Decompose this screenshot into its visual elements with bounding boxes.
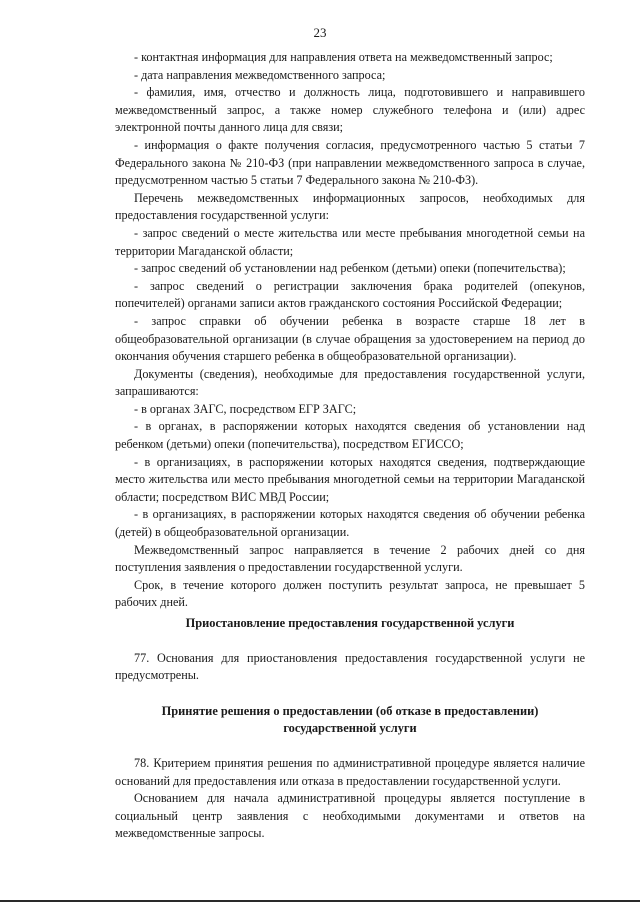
- paragraph-request-education: - запрос справки об обучении ребенка в возрасте старше 18 лет в общеобразовательной организации (в случае обращения за удостоверением на период до окончания обучения старшего ребенка в общеобразовательной организации).: [115, 313, 585, 364]
- paragraph-consent-info: - информация о факте получения согласия, предусмотренного частью 5 статьи 7 Федерального закона № 210-ФЗ (при направлении межведомственного запроса в случае, предусмотренном частью 5 статьи 7 Федерального закона № 210-ФЗ).: [115, 137, 585, 188]
- bottom-scan-edge: [0, 900, 640, 902]
- paragraph-source-mvd: - в организациях, в распоряжении которых находятся сведения, подтверждающие место жительства или место пребывания многодетной семьи на территории Магаданской области; посредством ВИС МВД России;: [115, 454, 585, 504]
- paragraph-source-egisso: - в органах, в распоряжении которых находятся сведения об установлении над ребенком (детьми) опеки (попечительства), посредством ЕГИССО;: [115, 419, 585, 452]
- paragraph-response-deadline: Срок, в течение которого должен поступить результат запроса, не превышает 5 рабочих дней.: [115, 577, 585, 610]
- paragraph-request-date: - дата направления межведомственного запроса;: [134, 67, 386, 82]
- document-body: [115, 49, 585, 843]
- paragraph-source-zags: - в органах ЗАГС, посредством ЕГР ЗАГС;: [134, 401, 357, 416]
- paragraph-contact-info: - контактная информация для направления ответа на межведомственный запрос;: [134, 50, 553, 64]
- paragraph-request-guardianship: - запрос сведений об установлении над ребенком (детьми) опеки (попечительства);: [134, 261, 566, 276]
- paragraph-77: 77. Основания для приостановления предоставления государственной услуги не предусмотрены.: [115, 650, 585, 683]
- paragraph-source-school: - в организациях, в распоряжении которых находятся сведения об обучении ребенка (детей) в общеобразовательной организации.: [115, 507, 585, 540]
- paragraph-documents-intro: Документы (сведения), необходимые для предоставления государственной услуги, запрашиваются:: [115, 366, 585, 399]
- heading-decision-line2: государственной услуги: [283, 721, 417, 736]
- heading-decision: [115, 703, 585, 738]
- paragraph-78: 78. Критерием принятия решения по административной процедуре является наличие оснований для предоставления или отказа в предоставлении государственной услуги.: [115, 755, 585, 788]
- paragraph-78-basis: Основанием для начала административной процедуры является поступление в социальный центр заявления с необходимыми документами и ответов на межведомственные запросы.: [115, 791, 585, 841]
- paragraph-requests-list-intro: Перечень межведомственных информационных запросов, необходимых для предоставления государственной услуги:: [115, 190, 585, 223]
- paragraph-request-residence: - запрос сведений о месте жительства или месте пребывания многодетной семьи на территории Магаданской области;: [115, 225, 585, 258]
- paragraph-responsible-person: - фамилия, имя, отчество и должность лица, подготовившего и направившего межведомственный запрос, а также номер служебного телефона и (или) адрес электронной почты данного лица для связи;: [115, 85, 585, 135]
- paragraph-request-marriage: - запрос сведений о регистрации заключения брака родителей (опекунов, попечителей) органами записи актов гражданского состояния Российской Федерации;: [115, 278, 585, 311]
- paragraph-request-deadline: Межведомственный запрос направляется в течение 2 рабочих дней со дня поступления заявления о предоставлении государственной услуги.: [115, 542, 585, 575]
- page-number: 23: [313, 25, 327, 40]
- heading-decision-line1: Принятие решения о предоставлении (об отказе в предоставлении): [161, 703, 539, 718]
- heading-suspension: Приостановление предоставления государственной услуги: [185, 616, 515, 630]
